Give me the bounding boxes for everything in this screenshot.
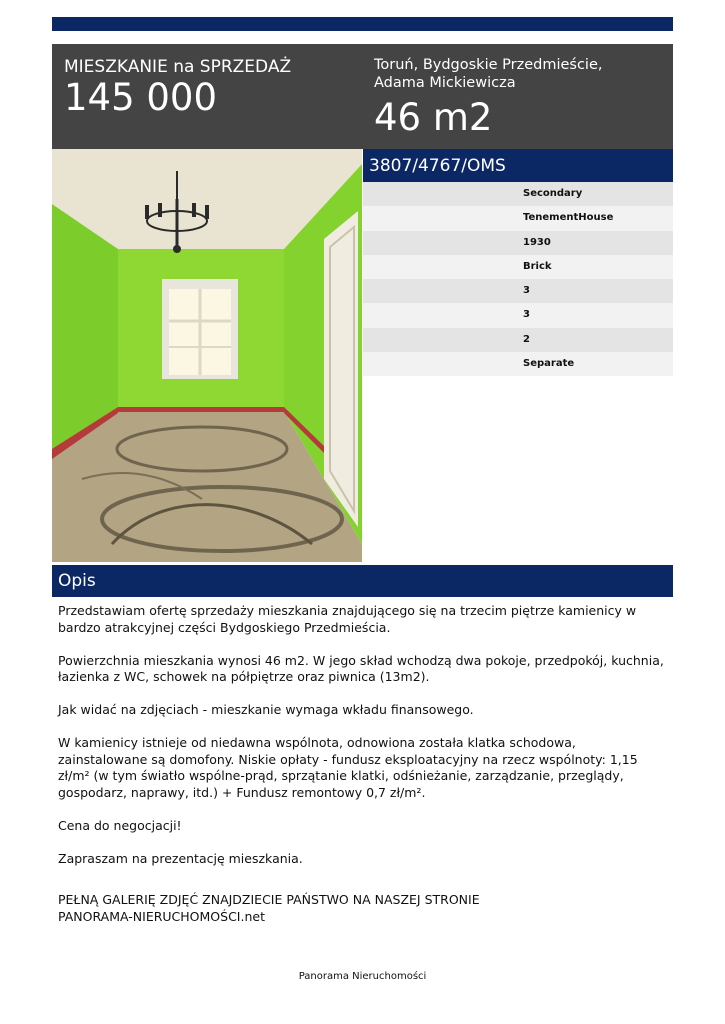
detail-value: Brick	[523, 260, 552, 272]
reference-bar	[363, 149, 673, 182]
description-paragraph: Jak widać na zdjęciach - mieszkanie wymaga wkładu finansowego.	[58, 702, 474, 717]
address-line-2: Adama Mickiewicza	[374, 75, 516, 91]
detail-row	[363, 328, 673, 352]
detail-row	[363, 182, 673, 206]
property-photo	[52, 149, 362, 562]
gallery-line-1: PEŁNĄ GALERIĘ ZDJĘĆ ZNAJDZIECIE PAŃSTWO NA NASZEJ STRONIE	[58, 892, 480, 907]
gallery-note	[58, 892, 668, 925]
price: 145 000	[64, 76, 218, 119]
detail-row	[363, 231, 673, 255]
area: 46 m2	[374, 96, 493, 139]
detail-value: 1930	[523, 236, 551, 248]
detail-row	[363, 255, 673, 279]
detail-row	[363, 206, 673, 230]
detail-value: Separate	[523, 358, 575, 370]
description-paragraph: Zapraszam na prezentację mieszkania.	[58, 850, 303, 866]
detail-value: TenementHouse	[523, 212, 614, 224]
header-right	[374, 56, 603, 138]
description-paragraph: Powierzchnia mieszkania wynosi 46 m2. W jego skład wchodzą dwa pokoje, przedpokój, kuchnia, łazienka z WC, schowek na półpiętrze oraz piwnica (13m2).	[58, 652, 664, 684]
detail-value: 2	[523, 333, 530, 345]
detail-value: 3	[523, 309, 530, 321]
description-paragraph: Przedstawiam ofertę sprzedaży mieszkania znajdującego się na trzecim piętrze kamienicy w bardzo atrakcyjnej części Bydgoskiego Przedmieścia.	[58, 603, 637, 635]
gallery-website: PANORAMA-NIERUCHOMOŚCI.net	[58, 908, 265, 924]
detail-row	[363, 303, 673, 327]
description-paragraph: Cena do negocjacji!	[58, 817, 182, 833]
address-line-1: Toruń, Bydgoskie Przedmieście,	[374, 57, 603, 73]
description-body	[58, 603, 668, 884]
offer-type: MIESZKANIE na SPRZEDAŻ	[64, 57, 292, 77]
detail-row	[363, 279, 673, 303]
footer-agency: Panorama Nieruchomości	[298, 971, 427, 982]
reference-number: 3807/4767/OMS	[369, 156, 506, 176]
detail-row	[363, 352, 673, 376]
description-heading: Opis	[58, 571, 96, 591]
top-accent-bar	[52, 17, 673, 31]
detail-value: Secondary	[523, 188, 583, 199]
header-left	[64, 56, 291, 118]
details-table	[363, 182, 673, 376]
listing-header	[52, 44, 673, 149]
detail-value: 3	[523, 285, 530, 297]
description-paragraph: W kamienicy istnieje od niedawna wspólnota, odnowiona została klatka schodowa, zainstalowane są domofony. Niskie opłaty - fundusz eksploatacyjny na rzecz wspólnoty: 1,15 zł/m² (w tym światło wspólne-prąd, sprzątanie klatki, odśnieżanie, zarządzanie, przeglądy, gospodarz, naprawy, itd.) + Fundusz remontowy 0,7 zł/m².	[58, 735, 638, 800]
description-heading-bar	[52, 565, 673, 597]
